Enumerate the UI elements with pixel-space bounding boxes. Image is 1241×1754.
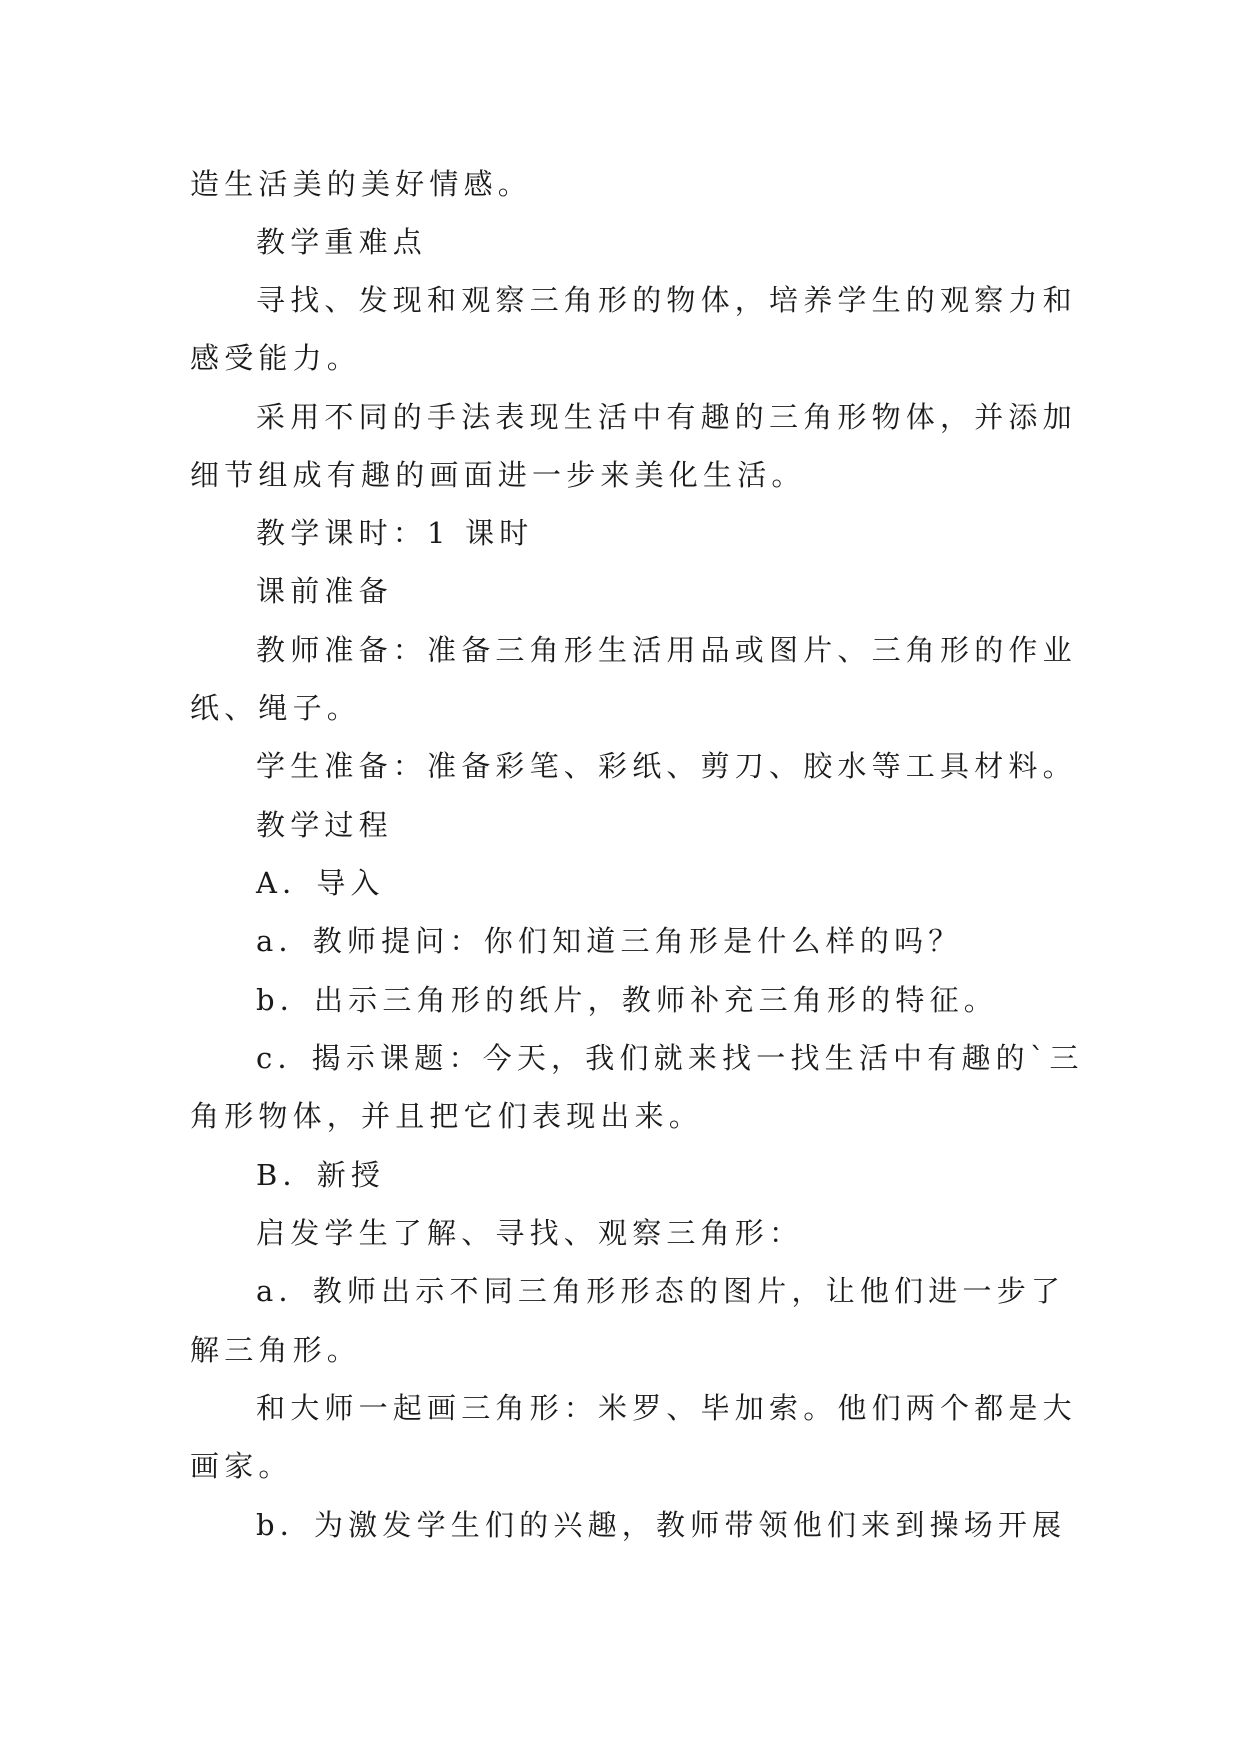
text-line: 解三角形。 [190, 1333, 362, 1367]
text-line: 寻找、发现和观察三角形的物体，培养学生的观察力和 [256, 283, 1077, 317]
text-line: 教师准备：准备三角形生活用品或图片、三角形的作业 [256, 633, 1077, 667]
text-line: 造生活美的美好情感。 [190, 167, 533, 201]
text-line: 教学课时：1 课时 [256, 516, 534, 550]
text-line: 角形物体，并且把它们表现出来。 [190, 1099, 704, 1133]
text-line: a．教师出示不同三角形形态的图片，让他们进一步了 [256, 1274, 1066, 1308]
text-line: 画家。 [190, 1449, 293, 1483]
text-line: 细节组成有趣的画面进一步来美化生活。 [190, 458, 806, 492]
text-line: 纸、绳子。 [190, 691, 362, 725]
text-line: c．揭示课题：今天，我们就来找一找生活中有趣的`三 [256, 1041, 1084, 1075]
text-line: 采用不同的手法表现生活中有趣的三角形物体，并添加 [256, 400, 1077, 434]
text-line: 感受能力。 [190, 341, 362, 375]
section-heading: 教学重难点 [256, 225, 428, 259]
section-heading: 课前准备 [256, 574, 393, 608]
section-heading: A．导入 [256, 866, 385, 900]
section-heading: 教学过程 [256, 808, 393, 842]
text-line: b．出示三角形的纸片，教师补充三角形的特征。 [256, 983, 998, 1017]
section-heading: B．新授 [256, 1158, 386, 1192]
text-line: 和大师一起画三角形：米罗、毕加索。他们两个都是大 [256, 1391, 1077, 1425]
text-line: a．教师提问：你们知道三角形是什么样的吗？ [256, 924, 963, 958]
text-line: 启发学生了解、寻找、观察三角形： [256, 1216, 804, 1250]
text-line: 学生准备：准备彩笔、彩纸、剪刀、胶水等工具材料。 [256, 749, 1077, 783]
text-line: b．为激发学生们的兴趣，教师带领他们来到操场开展 [256, 1508, 1067, 1542]
